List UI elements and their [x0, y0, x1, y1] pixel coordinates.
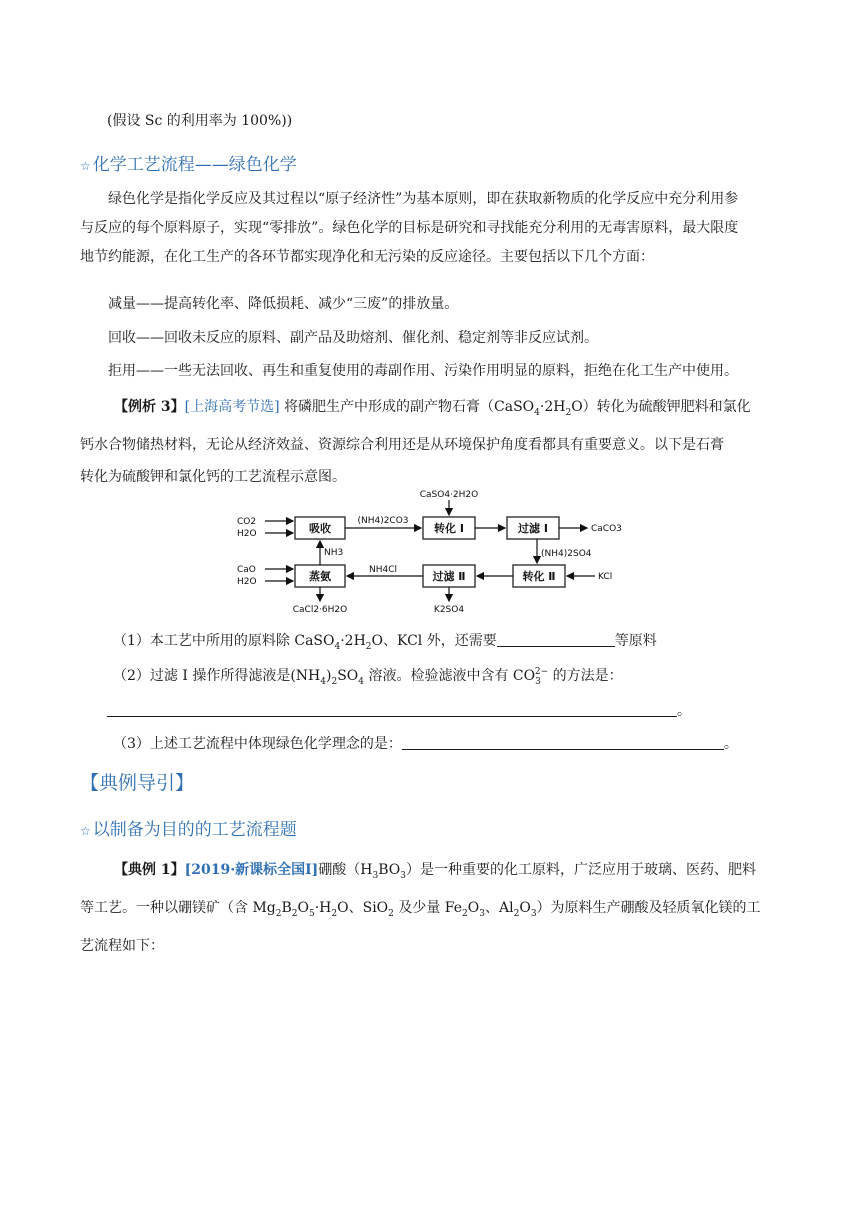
answer-blank-3[interactable] [402, 735, 724, 750]
label-cacl2: CaCl2·6H2O [292, 605, 348, 615]
question-3: （3）上述工艺流程中体现绿色化学理念的是： 。 [113, 736, 738, 752]
example1-line3: 艺流程如下： [80, 937, 164, 954]
example3-line2: 钙水合物储热材料，无论从经济效益、资源综合利用还是从环境保护角度看都具有重要意义。以下是石膏 [80, 436, 724, 453]
recycle-line: 回收——回收未反应的原料、副产品及助熔剂、催化剂、稳定剂等非反应试剂。 [108, 330, 598, 346]
box-label-convert2: 转化 Ⅱ [522, 570, 556, 583]
reduce-line: 减量——提高转化率、降低损耗、减少“三废”的排放量。 [108, 296, 459, 312]
label-nh4cl: NH4Cl [368, 565, 398, 575]
star-icon: ☆ [80, 824, 91, 838]
label-caco3: CaCO3 [591, 524, 622, 534]
example3-line3: 转化为硫酸钾和氯化钙的工艺流程示意图。 [80, 468, 346, 485]
label-h2o-1: H2O [237, 529, 257, 539]
label-cao: CaO [237, 565, 256, 575]
answer-blank-1[interactable] [497, 632, 615, 647]
example3-block [80, 391, 792, 493]
box-label-filter1: 过滤 Ⅰ [518, 522, 548, 535]
para1-line3: 地节约能源，在化工生产的各环节都实现净化和无污染的反应途径。主要包括以下几个方面： [80, 249, 654, 265]
example1-label: 【典例 1】 [114, 862, 185, 878]
section-title-preparation: ☆ 以制备为目的的工艺流程题 [80, 820, 297, 840]
box-label-absorb: 吸收 [309, 522, 331, 535]
question-1: （1）本工艺中所用的原料除 $CaSO_4\cdot 2H_2O$、KCl 外，还需要 等原料 [113, 633, 657, 652]
question-2: （2）过滤 Ⅰ 操作所得滤液是$(NH_4)_2SO_4$ 溶液。检验滤液中含有 $CO_3^{2-}$ 的方法是： [113, 667, 623, 687]
label-co2: CO2 [237, 517, 257, 527]
example3-source: [上海高考节选] [184, 399, 280, 415]
example1-source: [2019·新课标全国Ⅰ] [184, 862, 319, 878]
example3-line1: 【例析 3】[上海高考节选] 将磷肥生产中形成的副产物石膏$(CaSO_4\cdot 2H_2O)$转化为硫酸钾肥料和氯化 [114, 399, 751, 418]
para1-line1: 绿色化学是指化学反应及其过程以“原子经济性”为基本原则，即在获取新物质的化学反应中充分利用参 [108, 191, 739, 207]
star-icon: ☆ [80, 159, 91, 173]
example1-line1: 【典例 1】[2019·新课标全国Ⅰ]硼酸$(H_3BO_3)$是一种重要的化工原料，广泛应用于玻璃、医药、肥料 [114, 862, 756, 881]
answer-blank-2[interactable] [107, 702, 677, 717]
label-h2o-2: H2O [237, 577, 257, 587]
section-title-green-chemistry: ☆ 化学工艺流程——绿色化学 [80, 155, 297, 175]
example3-label: 【例析 3】 [114, 399, 185, 415]
refuse-line: 拒用——一些无法回收、再生和重复使用的毒副作用、污染作用明显的原料，拒绝在化工生产中使用。 [108, 363, 738, 379]
label-top-input: CaSO4·2H2O [419, 490, 479, 500]
example1-line2: 等工艺。一种以硼镁矿（含 $Mg_2B_2O_5\cdot H_2O$、SiO$_2$ 及少量 $Fe_2O_3$、$Al_2O_3$）为原料生产硼酸及轻质氧化镁的工 [80, 899, 761, 919]
paragraph-green-chemistry [80, 185, 792, 272]
label-kcl: KCl [598, 572, 613, 582]
guide-title: 【典例导引】 [80, 772, 195, 794]
label-nh4so4: (NH4)2SO4 [541, 549, 592, 559]
label-k2so4: K2SO4 [433, 605, 465, 615]
box-label-convert1: 转化 Ⅰ [434, 522, 464, 535]
example1-block [80, 854, 792, 962]
para1-line2: 与反应的每个原料原子，实现“零排放”。绿色化学的目标是研究和寻找能充分利用的无毒害原料，最大限度 [80, 220, 739, 236]
box-label-filter2: 过滤 Ⅱ [432, 570, 466, 583]
label-nh3: NH3 [324, 548, 344, 558]
question-2-answer-line: 。 [107, 700, 691, 720]
label-nh4co3: (NH4)2CO3 [357, 516, 409, 526]
assume-line: (假设 Sc 的利用率为 100%)) [107, 113, 293, 129]
box-label-distill: 蒸氨 [309, 570, 331, 583]
process-flow-diagram [225, 488, 635, 618]
